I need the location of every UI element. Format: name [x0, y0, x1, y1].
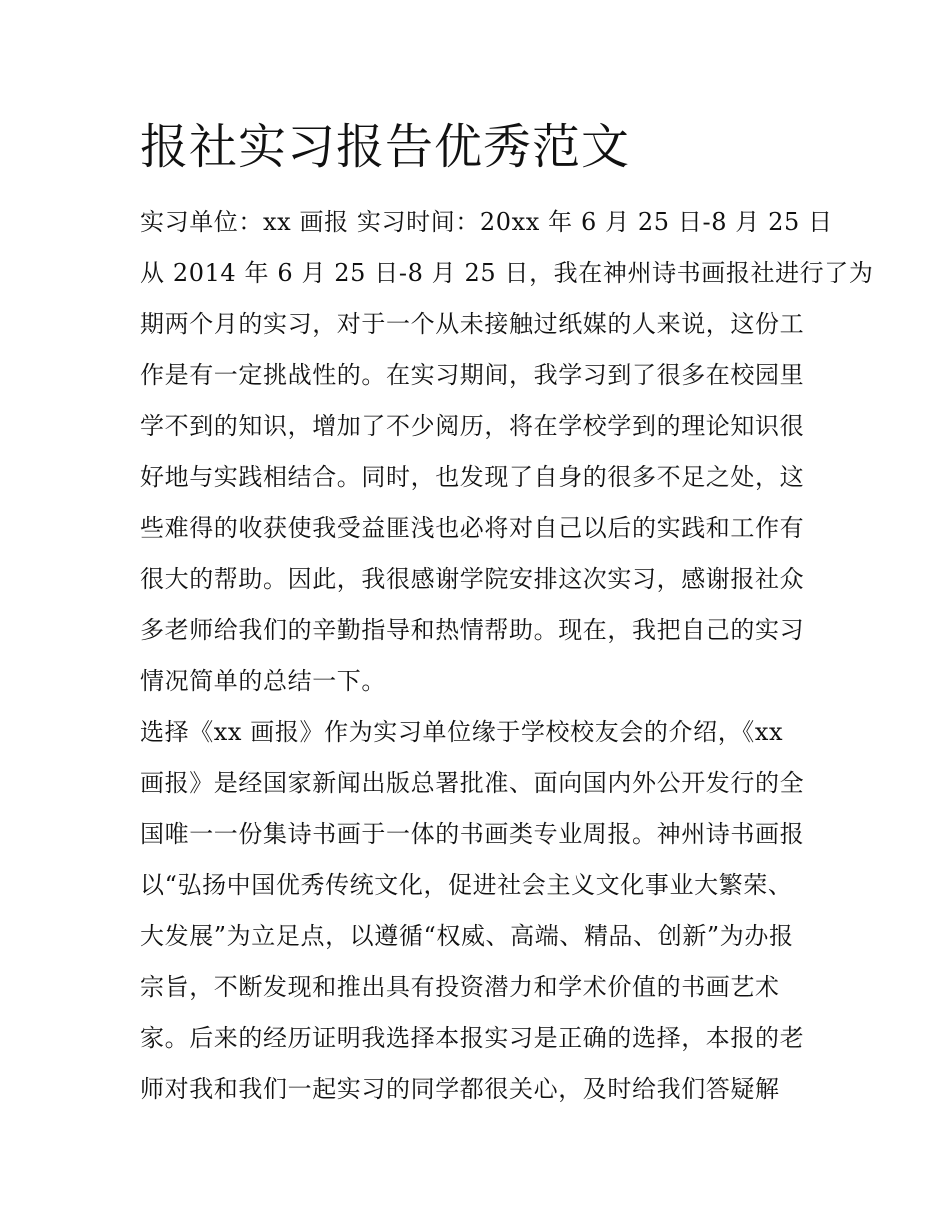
paragraph-line: 选择《xx 画报》作为实习单位缘于学校校友会的介绍，《xx: [140, 718, 784, 746]
paragraph-line: 师对我和我们一起实习的同学都很关心，及时给我们答疑解: [140, 1075, 780, 1103]
paragraph-line: 从 2014 年 6 月 25 日-8 月 25 日，我在神州诗书画报社进行了为: [140, 259, 874, 287]
paragraph-line: 大发展”为立足点，以遵循“权威、高端、精品、创新”为办报: [140, 922, 794, 950]
paragraph-line: 以“弘扬中国优秀传统文化，促进社会主义文化事业大繁荣、: [140, 871, 793, 899]
document-title: 报社实习报告优秀范文: [140, 119, 631, 175]
paragraph-line: 很大的帮助。因此，我很感谢学院安排这次实习，感谢报社众: [140, 565, 805, 593]
paragraph-line: 画报》是经国家新闻出版总署批准、面向国内外公开发行的全: [140, 769, 805, 797]
paragraph-line: 多老师给我们的辛勤指导和热情帮助。现在，我把自己的实习: [140, 616, 805, 644]
paragraph-line: 作是有一定挑战性的。在实习期间，我学习到了很多在校园里: [140, 361, 805, 389]
paragraph-line: 宗旨，不断发现和推出具有投资潜力和学术价值的书画艺术: [140, 973, 780, 1001]
paragraph-line: 国唯一一份集诗书画于一体的书画类专业周报。神州诗书画报: [140, 820, 805, 848]
paragraph-line: 好地与实践相结合。同时，也发现了自身的很多不足之处，这: [140, 463, 805, 491]
paragraph-line: 情况简单的总结一下。: [140, 667, 386, 695]
intern-info-line: 实习单位：xx 画报 实习时间：20xx 年 6 月 25 日-8 月 25 日: [140, 208, 833, 236]
paragraph-line: 些难得的收获使我受益匪浅也必将对自己以后的实践和工作有: [140, 514, 805, 542]
paragraph-line: 学不到的知识，增加了不少阅历，将在学校学到的理论知识很: [140, 412, 805, 440]
paragraph-line: 期两个月的实习，对于一个从未接触过纸媒的人来说，这份工: [140, 310, 805, 338]
paragraph-line: 家。后来的经历证明我选择本报实习是正确的选择，本报的老: [140, 1024, 805, 1052]
